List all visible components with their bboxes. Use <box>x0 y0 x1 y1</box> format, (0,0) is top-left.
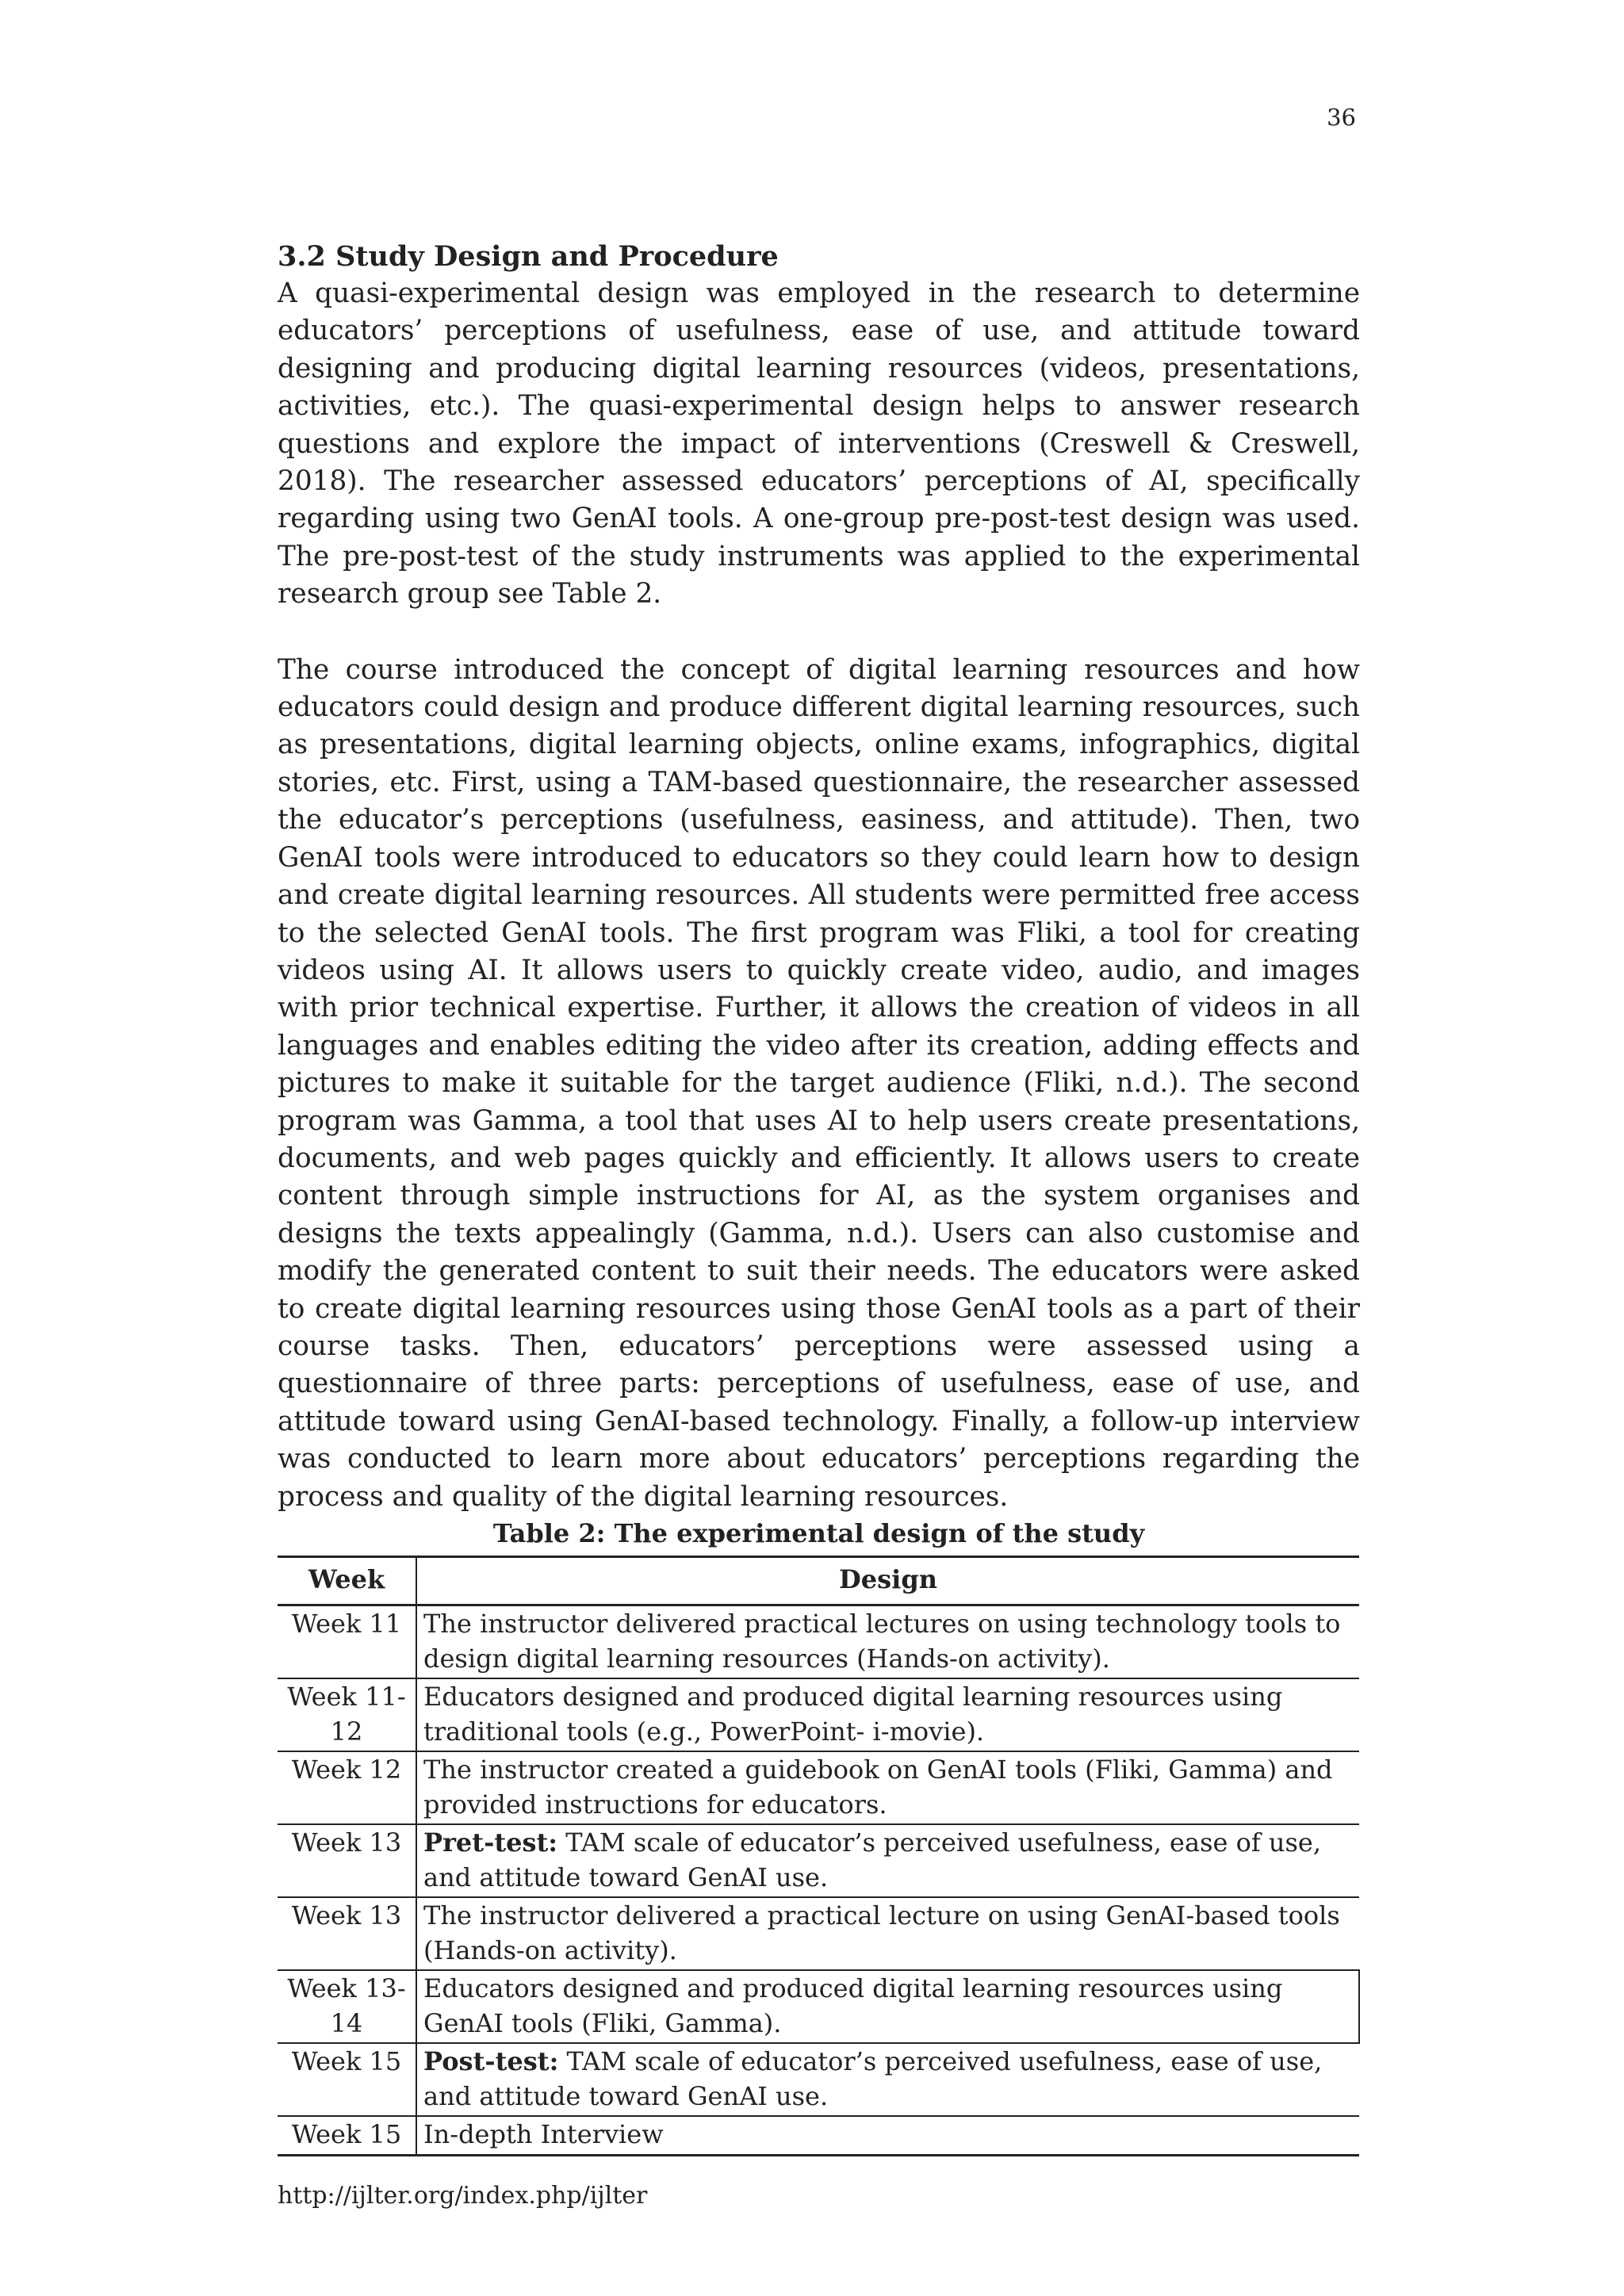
design-label: Post-test: <box>423 2046 559 2076</box>
table-row <box>278 2043 1359 2116</box>
table-header-row <box>278 1557 1359 1605</box>
design-cell <box>416 1751 1359 1824</box>
table-row <box>278 1751 1359 1824</box>
design-text: The instructor delivered practical lectures on using technology tools to design digital learning resources (Hands-on activity). <box>423 1609 1341 1674</box>
design-cell <box>416 1897 1359 1970</box>
week-cell: Week 11-12 <box>278 1678 416 1751</box>
footer-url[interactable]: http://ijlter.org/index.php/ijlter <box>278 2182 648 2210</box>
table-row <box>278 2116 1359 2155</box>
design-cell <box>416 1605 1359 1679</box>
week-cell: Week 13 <box>278 1897 416 1970</box>
table-caption: Table 2: The experimental design of the study <box>492 1518 1145 1548</box>
table-row <box>278 1897 1359 1970</box>
design-label: Pret-test: <box>423 1827 558 1858</box>
page-number: 36 <box>1327 104 1356 131</box>
table-row <box>278 1970 1359 2043</box>
design-text: The instructor created a guidebook on GenAI tools (Fliki, Gamma) and provided instructions for educators. <box>423 1755 1333 1820</box>
design-text: In-depth Interview <box>423 2119 664 2149</box>
design-table <box>278 1556 1360 2156</box>
week-cell: Week 12 <box>278 1751 416 1824</box>
paragraph-2: The course introduced the concept of digital learning resources and how educators could design and produce different digital learning resources, such as presentations, digital learning objects, online exams, infographics, digital stories, etc. First, using a TAM-based questionnaire, the researcher assessed the educator’s perceptions (usefulness, easiness, and attitude). Then, two GenAI tools were introduced to educators so they could learn how to design and create digital learning resources. All students were permitted free access to the selected GenAI tools. The first program was Fliki, a tool for creating videos using AI. It allows users to quickly create video, audio, and images with prior technical expertise. Further, it allows the creation of videos in all languages and enables editing the video after its creation, adding effects and pictures to make it suitable for the target audience (Fliki, n.d.). The second program was Gamma, a tool that uses AI to help users create presentations, documents, and web pages quickly and efficiently. It allows users to create content through simple instructions for AI, as the system organises and designs the texts appealingly (Gamma, n.d.). Users can also customise and modify the generated content to suit their needs. The educators were asked to create digital learning resources using those GenAI tools as a part of their course tasks. Then, educators’ perceptions were assessed using a questionnaire of three parts: perceptions of usefulness, ease of use, and attitude toward using GenAI-based technology. Finally, a follow-up interview was conducted to learn more about educators’ perceptions regarding the process and quality of the digital learning resources. <box>278 653 1360 1513</box>
table-row <box>278 1678 1359 1751</box>
week-cell: Week 11 <box>278 1605 416 1679</box>
main-content <box>278 238 1360 2156</box>
paragraph-1: A quasi-experimental design was employed in the research to determine educators’ perceptions of usefulness, ease of use, and attitude toward designing and producing digital learning resources (videos, presentations, activities, etc.). The quasi-experimental design helps to answer research questions and explore the impact of interventions (Creswell & Creswell, 2018). The researcher assessed educators’ perceptions of AI, specifically regarding using two GenAI tools. A one-group pre-post-test design was used. The pre-post-test of the study instruments was applied to the experimental research group see Table 2. <box>278 277 1360 610</box>
design-text: The instructor delivered a practical lecture on using GenAI-based tools (Hands-on activity). <box>423 1900 1340 1965</box>
design-cell <box>416 1824 1359 1897</box>
week-cell: Week 13 <box>278 1824 416 1897</box>
design-text: Educators designed and produced digital learning resources using traditional tools (e.g., PowerPoint- i-movie). <box>423 1682 1283 1747</box>
design-cell <box>416 2043 1359 2116</box>
week-cell: Week 15 <box>278 2116 416 2155</box>
design-text: TAM scale of educator’s perceived usefulness, ease of use, and attitude toward GenAI use. <box>423 2046 1323 2111</box>
design-cell <box>416 1678 1359 1751</box>
week-cell: Week 15 <box>278 2043 416 2116</box>
design-text: Educators designed and produced digital learning resources using GenAI tools (Fliki, Gamma). <box>423 1973 1283 2038</box>
design-cell <box>416 2116 1359 2155</box>
week-cell: Week 13-14 <box>278 1970 416 2043</box>
design-text: TAM scale of educator’s perceived usefulness, ease of use, and attitude toward GenAI use. <box>423 1827 1322 1892</box>
column-header-week: Week <box>278 1557 416 1605</box>
section-heading: 3.2 Study Design and Procedure <box>278 240 779 273</box>
column-header-design: Design <box>416 1557 1359 1605</box>
table-row <box>278 1824 1359 1897</box>
design-cell <box>416 1970 1359 2043</box>
table-row <box>278 1605 1359 1679</box>
